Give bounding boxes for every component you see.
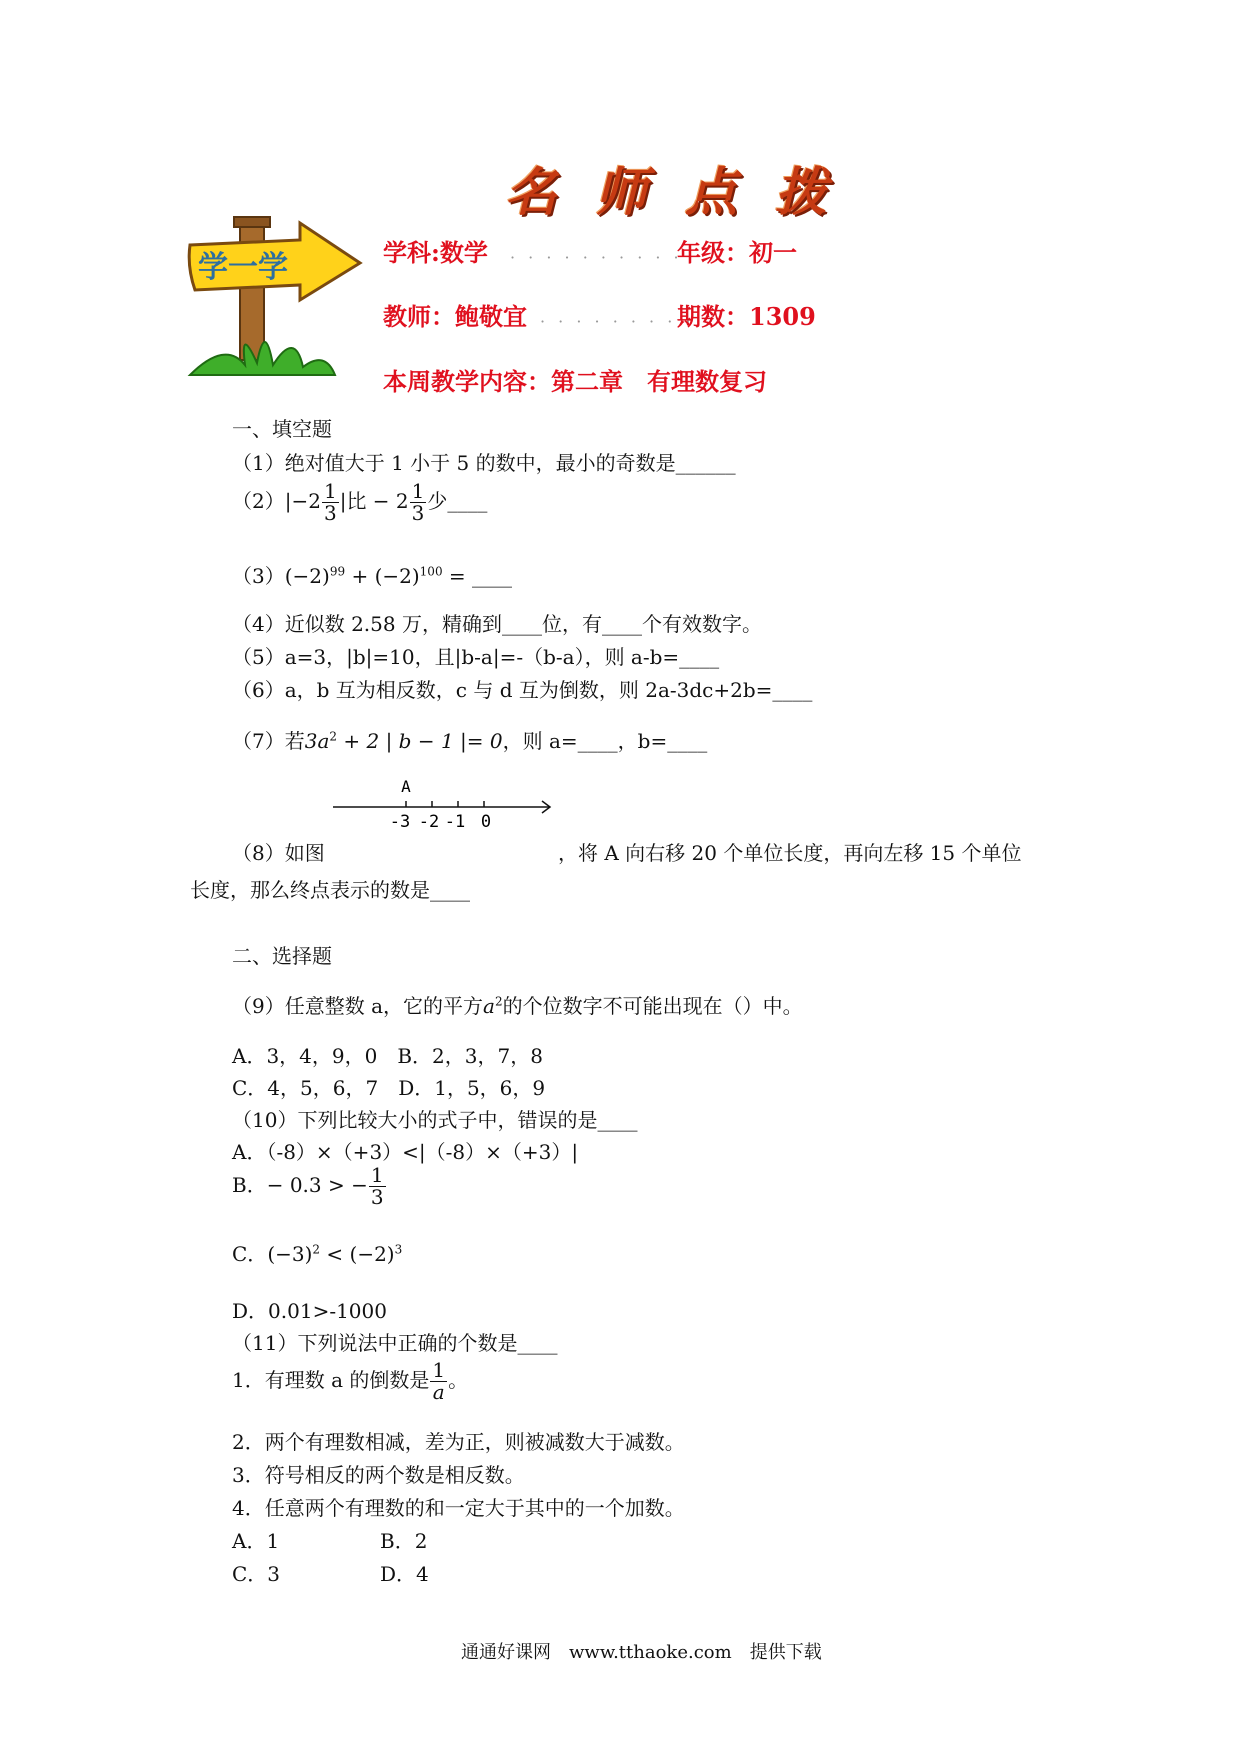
q3-base-a: (−2) <box>284 564 330 588</box>
question-4: （4）近似数 2.58 万，精确到____位，有____个有效数字。 <box>232 612 762 636</box>
question-11: （11）下列说法中正确的个数是____ <box>232 1331 558 1355</box>
fraction <box>369 1165 386 1208</box>
statement-text: 1．有理数 a 的倒数是 <box>232 1368 430 1392</box>
q10c-base-a: (−3) <box>267 1242 313 1266</box>
fraction-numerator: 1 <box>323 479 337 503</box>
dotted-leader: · · · · · · · · · · <box>510 248 683 267</box>
exponent: 3 <box>394 1242 403 1257</box>
section-heading: 一、填空题 <box>232 417 332 441</box>
fraction-numerator: 1 <box>411 479 425 503</box>
q10-option-d: D．0.01>-1000 <box>232 1299 387 1323</box>
fraction-denominator: 3 <box>411 501 425 525</box>
exponent: 2 <box>329 729 338 744</box>
tick-label: -3 <box>389 812 411 832</box>
question-8-prefix: （8）如图 <box>232 841 325 865</box>
exponent: 2 <box>312 1242 321 1257</box>
q11-option-d: D．4 <box>380 1562 429 1586</box>
q9-suffix: 的个位数字不可能出现在（）中。 <box>502 994 803 1018</box>
exponent: 2 <box>494 994 503 1009</box>
fraction-denominator: 3 <box>323 501 337 525</box>
q10-option-b <box>232 1165 387 1208</box>
teacher-label: 教师：鲍敬宜 <box>383 302 527 331</box>
tick-label: -2 <box>418 812 440 832</box>
statement-3: 3．符号相反的两个数是相反数。 <box>232 1463 525 1487</box>
q9-prefix: （9）任意整数 a，它的平方 <box>232 994 484 1018</box>
q9-options-cd: C．4，5，6，7 D．1，5，6，9 <box>232 1076 546 1100</box>
section-heading: 二、选择题 <box>232 944 332 968</box>
fraction-denominator: a <box>432 1380 445 1404</box>
question-5: （5）a=3，|b|=10，且|b-a|=-（b-a），则 a-b=____ <box>232 645 720 669</box>
question-8-line2: 长度，那么终点表示的数是____ <box>190 878 470 902</box>
option-prefix: C． <box>232 1242 268 1266</box>
q3-suffix: = ____ <box>442 564 513 588</box>
issue-label: 期数：1309 <box>677 302 816 331</box>
number-line-figure <box>328 772 553 834</box>
question-9 <box>232 990 803 1019</box>
statement-end: 。 <box>448 1368 469 1392</box>
q7-prefix: （7）若 <box>232 729 305 753</box>
point-label: A <box>401 777 411 796</box>
grade-label: 年级：初一 <box>677 238 797 267</box>
footer-text: 通通好课网 www.tthaoke.com 提供下载 <box>461 1642 822 1663</box>
fraction-denominator: 3 <box>370 1185 384 1209</box>
tick-label: -1 <box>444 812 466 832</box>
q2-suffix: 少____ <box>427 489 488 513</box>
option-prefix: B． <box>232 1173 267 1197</box>
q2-expr-b: |比 − 2 <box>339 489 409 513</box>
fraction <box>410 481 427 524</box>
q11-option-b: B．2 <box>380 1529 428 1553</box>
sign-text: 学一学 <box>198 250 288 285</box>
question-7 <box>232 725 707 754</box>
question-10: （10）下列比较大小的式子中，错误的是____ <box>232 1108 638 1132</box>
q2-expr-a: |−2 <box>284 489 321 513</box>
question-2 <box>232 481 487 524</box>
exponent: 99 <box>329 564 346 579</box>
q7-expr-a: 3a <box>304 729 330 753</box>
q9-options-ab: A．3，4，9，0 B．2，3，7，8 <box>232 1044 543 1068</box>
q9-symbol: a <box>483 994 495 1018</box>
tick-label: 0 <box>480 812 492 832</box>
question-6: （6）a，b 互为相反数，c 与 d 互为倒数，则 2a-3dc+2b=____ <box>232 678 813 702</box>
question-3 <box>232 560 512 589</box>
q3-prefix: （3） <box>232 564 285 588</box>
subject-label: 学科:数学 <box>383 238 488 267</box>
q10c-base-b: < (−2) <box>320 1242 395 1266</box>
statement-4: 4．任意两个有理数的和一定大于其中的一个加数。 <box>232 1496 685 1520</box>
q2-prefix: （2） <box>232 489 285 513</box>
q7-suffix: ，则 a=____，b=____ <box>502 729 708 753</box>
q11-option-a: A．1 <box>232 1529 280 1553</box>
statement-1 <box>232 1360 468 1403</box>
content-label: 本周教学内容：第二章 有理数复习 <box>383 367 767 396</box>
fraction <box>322 481 339 524</box>
q10-option-a: A．（-8）×（+3）<|（-8）×（+3）| <box>232 1140 579 1164</box>
sign-logo <box>185 215 370 380</box>
q7-expr-b: + 2 | b − 1 |= 0 <box>337 729 503 753</box>
exponent: 100 <box>419 564 443 579</box>
q10-option-c <box>232 1238 402 1267</box>
fraction <box>430 1360 447 1403</box>
page-title: 名师点拨 <box>505 162 866 223</box>
q3-base-b: + (−2) <box>345 564 420 588</box>
fraction-numerator: 1 <box>432 1358 446 1382</box>
statement-2: 2．两个有理数相减，差为正，则被减数大于减数。 <box>232 1430 685 1454</box>
q10b-expr: − 0.3 > − <box>266 1173 368 1197</box>
question-8-text: ，将 A 向右移 20 个单位长度，再向左移 15 个单位 <box>558 841 1022 865</box>
question-1: （1）绝对值大于 1 小于 5 的数中，最小的奇数是______ <box>232 451 736 475</box>
fraction-numerator: 1 <box>370 1163 384 1187</box>
dotted-leader: · · · · · · · · · <box>540 312 695 331</box>
q11-option-c: C．3 <box>232 1562 281 1586</box>
